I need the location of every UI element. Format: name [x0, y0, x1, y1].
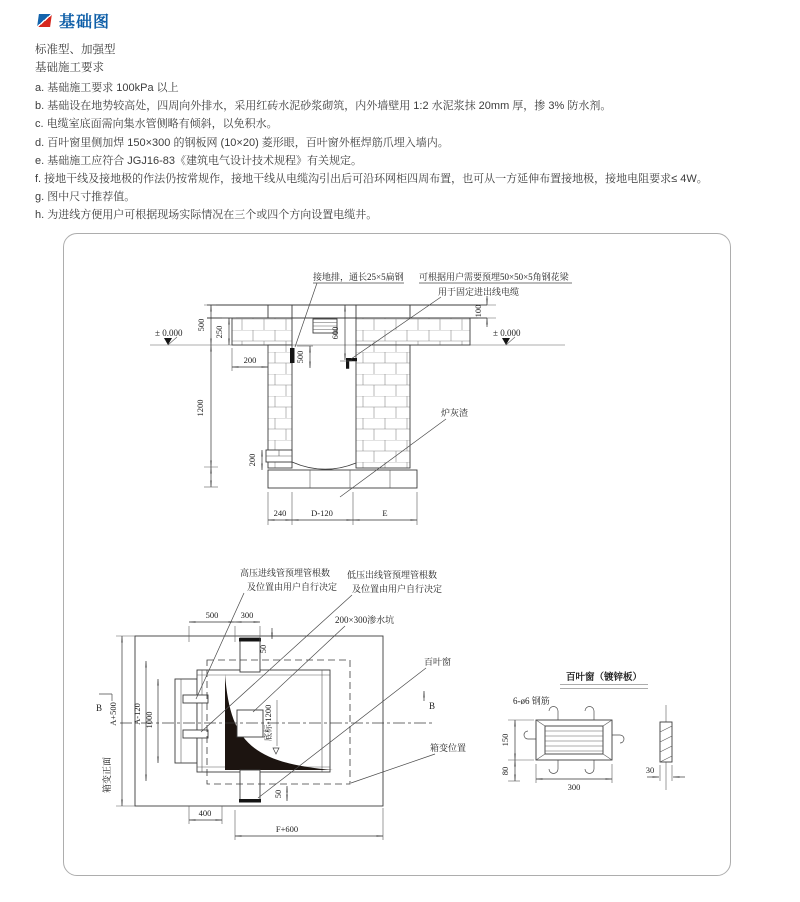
level-marker-right	[493, 328, 521, 345]
bottom-slab	[268, 470, 417, 488]
pit-bottom-level-label: 底标-1200	[263, 704, 273, 742]
dim-a120-label: A-120	[132, 703, 142, 725]
rebar-hook-top-1	[549, 707, 558, 721]
section-b-right-label: B	[429, 701, 436, 711]
intro-line-2: 基础施工要求	[35, 62, 104, 74]
page-header	[38, 9, 110, 32]
rebar-hook-left	[524, 731, 536, 739]
grounding-bar	[290, 348, 295, 363]
dim-we-label: E	[382, 508, 388, 518]
rebar-hook-bottom-2	[585, 760, 594, 774]
page-title: 基础图	[59, 14, 111, 31]
dim-300	[536, 764, 612, 792]
dim-w500-label: 500	[205, 610, 219, 620]
dim-h100-label: 100	[473, 304, 483, 318]
plan-view	[96, 567, 466, 840]
section-mark-right	[424, 691, 435, 711]
left-wall	[268, 345, 292, 468]
left-brick-band	[232, 318, 292, 345]
note-c: c. 电缆室底面需向集水管侧略有倾斜，以免积水。	[35, 118, 278, 131]
dim-100	[473, 296, 496, 327]
dim-w300-label: 300	[567, 782, 581, 792]
intro-block	[35, 41, 116, 77]
rebar-hook-bottom-1	[549, 760, 558, 774]
level-left-label: ± 0.000	[155, 328, 183, 338]
dim-150	[500, 720, 534, 760]
section-marker-icon	[37, 14, 52, 27]
dim-w400-label: 400	[198, 808, 212, 818]
dim-30	[646, 765, 685, 781]
dim-h80-label: 80	[500, 766, 510, 776]
dim-w300-label: 300	[240, 610, 254, 620]
dim-a500-label: A+500	[108, 702, 118, 726]
level-marker-left	[155, 328, 183, 345]
dim-h1000-label: 1000	[144, 711, 154, 729]
dim-w240-label: 240	[273, 508, 287, 518]
note-f: f. 接地干线及接地极的作法仍按常规作，接地干线从电缆沟引出后可沿环网柜四周布置，也可从一方延伸布置接地极，接地电阻要求≤ 4W。	[35, 173, 708, 186]
dim-h600-label: 600	[330, 326, 340, 340]
intro-line-1: 标准型、加强型	[35, 44, 116, 56]
detail-title: 百叶窗（镀锌板）	[565, 673, 643, 683]
dim-h1200-label: 1200	[195, 399, 205, 417]
box-position-label: 箱变位置	[430, 743, 467, 753]
note-a: a. 基础施工要求 100kPa 以上	[35, 82, 179, 94]
trench-floor	[292, 462, 356, 469]
hv-label-line2: 及位置由用户自行决定	[247, 582, 338, 592]
louver-label: 百叶窗	[424, 657, 452, 667]
dim-l200-label: 200	[247, 453, 257, 467]
dim-500-bar	[295, 346, 313, 368]
dim-f600-label: F+600	[275, 824, 299, 834]
angle-label-line1: 可根据用户需要预埋50×50×5角钢花梁	[419, 272, 569, 282]
angle-steel	[346, 358, 357, 369]
dim-bar500-label: 500	[295, 350, 305, 364]
rebar-hook-right	[612, 735, 624, 743]
angle-label-line2: 用于固定进出线电缆	[438, 287, 520, 297]
dim-h500-label: 500	[196, 318, 206, 332]
pit-label: 200×300渗水坑	[335, 615, 395, 625]
right-brick-band	[356, 318, 470, 345]
plan-louver-top	[239, 638, 261, 672]
dim-h250-label: 250	[214, 325, 224, 339]
notes-list	[35, 79, 708, 225]
level-right-label: ± 0.000	[493, 328, 521, 338]
louver-side-view	[660, 705, 672, 790]
dim-t50-label: 50	[258, 644, 268, 654]
louver-front-view	[524, 707, 624, 774]
dim-bottom-chain	[268, 492, 417, 525]
louver-detail	[500, 671, 685, 792]
dim-200-ledge	[247, 450, 262, 470]
rebar-label: 6-ø6 钢筋	[513, 696, 550, 706]
dim-f600	[235, 808, 383, 840]
dim-h150-label: 150	[500, 733, 510, 747]
front-label: 箱变正面	[102, 756, 112, 794]
section-view	[150, 271, 572, 525]
section-b-left-label: B	[96, 703, 103, 713]
dim-w200-label: 200	[243, 355, 257, 365]
drawing-panel	[63, 233, 731, 876]
note-e: e. 基础施工应符合 JGJ16-83《建筑电气设计技术规程》有关规定。	[35, 154, 362, 167]
dim-200-top	[232, 348, 268, 371]
dim-600	[330, 305, 352, 361]
dim-t30-label: 30	[645, 765, 655, 775]
dim-a500	[108, 636, 135, 806]
dim-1200-left	[195, 345, 218, 487]
dim-400	[189, 806, 222, 824]
rebar-hook-top-2	[585, 707, 594, 721]
ash-label: 炉灰渣	[441, 408, 469, 418]
drawings-svg	[64, 234, 730, 875]
plan-louver-bottom	[239, 770, 261, 803]
note-b: b. 基础设在地势较高处，四周向外排水，采用红砖水泥砂浆砌筑，内外墙壁用 1:2 水泥浆抹 20mm 厚，掺 3% 防水剂。	[35, 100, 612, 113]
dim-80	[500, 760, 520, 781]
right-wall	[356, 345, 410, 468]
note-d: d. 百叶窗里侧加焊 150×300 的钢板网 (10×20) 菱形眼，百叶窗外框焊筋爪埋入墙内。	[35, 136, 449, 149]
dim-b50-label: 50	[273, 789, 283, 799]
plan-cabinet	[175, 679, 197, 763]
hv-label-line1: 高压进线管预埋管根数	[240, 568, 331, 578]
lv-label-line1: 低压出线管预埋管根数	[347, 570, 438, 580]
note-h: h. 为进线方便用户可根据现场实际情况在三个或四个方向设置电缆井。	[35, 209, 378, 222]
note-g: g. 图中尺寸推荐值。	[35, 191, 136, 204]
dim-wd-label: D-120	[311, 508, 333, 518]
lv-label-line2: 及位置由用户自行决定	[352, 584, 443, 594]
ground-bar-label: 接地排，通长25×5扁钢	[313, 272, 404, 282]
